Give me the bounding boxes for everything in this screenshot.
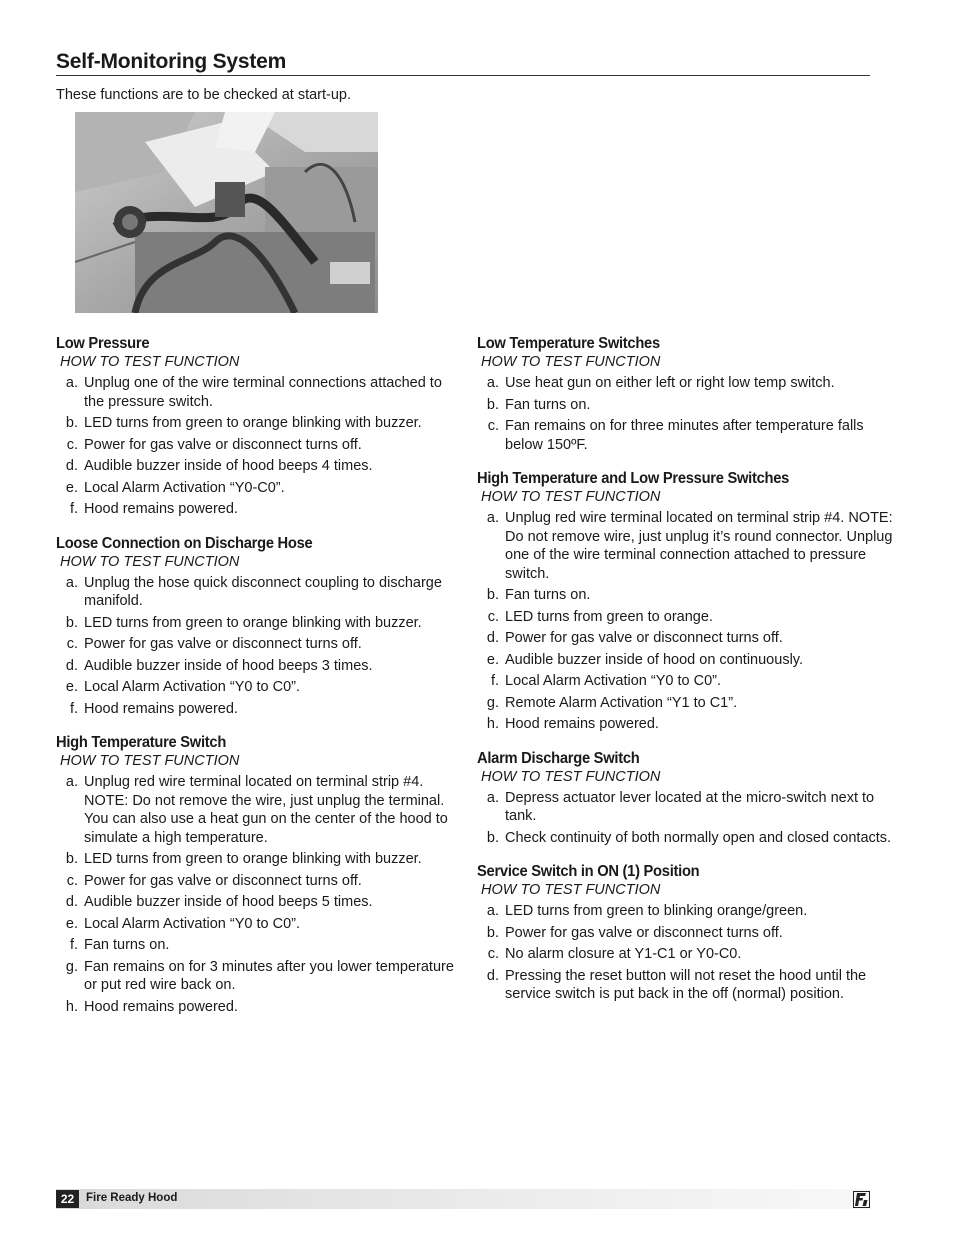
step-item — [56, 958, 466, 995]
step-item — [56, 893, 466, 912]
step-marker: a. — [486, 789, 499, 806]
section-subtitle: HOW TO TEST FUNCTION — [481, 882, 661, 898]
step-marker: f. — [69, 700, 78, 717]
step-text: Local Alarm Activation “Y0 to C0”. — [505, 673, 721, 689]
section-subtitle: HOW TO TEST FUNCTION — [481, 489, 661, 505]
step-item — [56, 773, 466, 847]
step-text: Audible buzzer inside of hood beeps 5 times. — [84, 894, 373, 910]
step-item — [477, 902, 897, 921]
step-text: Check continuity of both normally open and closed contacts. — [505, 829, 892, 846]
step-text: LED turns from green to orange blinking with buzzer. — [84, 415, 422, 431]
step-item — [477, 694, 897, 713]
step-item — [56, 850, 466, 869]
step-marker: b. — [486, 829, 499, 846]
test-section — [56, 733, 466, 1016]
section-subtitle: HOW TO TEST FUNCTION — [481, 768, 661, 785]
step-item — [56, 657, 466, 676]
step-marker: e. — [65, 915, 78, 932]
step-marker: a. — [65, 574, 78, 591]
page-number: 22 — [56, 1190, 79, 1208]
step-list — [477, 509, 897, 734]
step-item — [56, 915, 466, 934]
step-text: LED turns from green to blinking orange/green. — [505, 903, 808, 919]
step-text: Fan turns on. — [505, 396, 591, 413]
step-marker: e. — [486, 651, 499, 668]
step-item — [56, 457, 466, 476]
step-marker: b. — [65, 415, 78, 431]
step-text: Hood remains powered. — [84, 501, 238, 517]
step-text: Power for gas valve or disconnect turns off. — [505, 924, 783, 941]
section-title: Low Temperature Switches — [477, 335, 660, 352]
step-item — [56, 479, 466, 498]
step-marker: h. — [65, 998, 78, 1015]
step-item — [477, 417, 897, 454]
step-text: Power for gas valve or disconnect turns off. — [84, 872, 362, 889]
step-marker: c. — [66, 872, 78, 889]
step-text: Unplug red wire terminal located on terminal strip #4. NOTE: Do not remove wire, just unplug it’s round connector. Unplug one of the wire terminal connection attached to pressure switch. — [505, 510, 893, 582]
step-text: Fan turns on. — [84, 937, 170, 953]
step-marker: b. — [65, 851, 78, 867]
step-text: Local Alarm Activation “Y0 to C0”. — [84, 915, 300, 932]
step-marker: d. — [486, 630, 499, 646]
step-item — [477, 789, 897, 826]
test-section — [477, 749, 897, 848]
step-item — [477, 967, 897, 1004]
step-marker: e. — [65, 679, 78, 695]
step-marker: d. — [486, 967, 499, 984]
left-column — [56, 334, 466, 1031]
step-marker: d. — [65, 894, 78, 910]
step-text: Power for gas valve or disconnect turns off. — [84, 436, 362, 453]
step-text: Audible buzzer inside of hood on continuously. — [505, 651, 803, 668]
step-text: Depress actuator lever located at the micro-switch next to tank. — [505, 789, 875, 824]
step-text: Power for gas valve or disconnect turns off. — [505, 630, 783, 646]
step-item — [477, 945, 897, 964]
step-text: LED turns from green to orange blinking with buzzer. — [84, 851, 422, 867]
step-list — [477, 789, 897, 848]
step-text: Hood remains powered. — [84, 700, 238, 717]
test-section — [477, 334, 897, 454]
step-text: Power for gas valve or disconnect turns off. — [84, 636, 362, 652]
step-text: Unplug one of the wire terminal connections attached to the pressure switch. — [84, 375, 442, 410]
section-subtitle: HOW TO TEST FUNCTION — [481, 354, 661, 370]
step-marker: a. — [65, 375, 78, 391]
step-item — [477, 509, 897, 583]
step-item — [477, 651, 897, 670]
step-list — [477, 902, 897, 1004]
step-marker: a. — [486, 510, 499, 526]
section-title: Loose Connection on Discharge Hose — [56, 534, 313, 552]
step-item — [56, 678, 466, 697]
hood-components-photo — [75, 112, 378, 313]
step-marker: f. — [69, 501, 78, 517]
greenheck-logo-icon — [853, 1191, 870, 1208]
step-text: Hood remains powered. — [84, 998, 238, 1015]
step-marker: f. — [490, 673, 499, 689]
step-item — [56, 998, 466, 1017]
step-marker: e. — [65, 479, 78, 496]
step-marker: b. — [486, 396, 499, 413]
step-marker: c. — [66, 436, 78, 453]
step-item — [477, 672, 897, 691]
test-section — [477, 862, 897, 1004]
test-section — [56, 534, 466, 719]
section-title: Alarm Discharge Switch — [477, 749, 640, 767]
step-text: Fan remains on for 3 minutes after you lower temperature or put red wire back on. — [84, 958, 454, 993]
step-text: Unplug the hose quick disconnect coupling to discharge manifold. — [84, 574, 442, 609]
step-text: LED turns from green to orange. — [505, 608, 713, 625]
step-list — [56, 574, 466, 719]
intro-text: These functions are to be checked at start-up. — [56, 87, 351, 103]
page-title: Self-Monitoring System — [56, 50, 870, 76]
step-marker: c. — [487, 946, 499, 962]
step-marker: h. — [486, 716, 499, 732]
step-list — [477, 374, 897, 454]
step-marker: g. — [65, 958, 78, 975]
step-list — [56, 773, 466, 1016]
step-item — [477, 374, 897, 393]
step-item — [56, 872, 466, 891]
step-item — [56, 574, 466, 611]
step-item — [56, 700, 466, 719]
step-marker: g. — [486, 694, 499, 711]
step-item — [56, 500, 466, 519]
step-marker: f. — [69, 937, 78, 953]
step-text: Audible buzzer inside of hood beeps 3 times. — [84, 657, 373, 674]
step-marker: c. — [487, 418, 499, 434]
step-marker: a. — [486, 903, 499, 919]
step-marker: c. — [66, 636, 78, 652]
step-text: Fan turns on. — [505, 587, 591, 603]
step-marker: a. — [65, 774, 78, 790]
step-item — [477, 629, 897, 648]
right-column — [477, 334, 897, 1019]
step-item — [477, 396, 897, 415]
section-title: High Temperature Switch — [56, 734, 227, 751]
test-section — [477, 469, 897, 734]
step-text: Fan remains on for three minutes after temperature falls below 150ºF. — [505, 418, 864, 453]
step-item — [477, 608, 897, 627]
step-text: Remote Alarm Activation “Y1 to C1”. — [505, 694, 738, 711]
document-name: Fire Ready Hood — [86, 1192, 178, 1204]
step-item — [56, 614, 466, 633]
step-item — [56, 635, 466, 654]
step-text: Pressing the reset button will not reset the hood until the service switch is put back in the off (normal) position. — [505, 967, 867, 1002]
step-marker: b. — [486, 924, 499, 941]
step-item — [56, 936, 466, 955]
section-subtitle: HOW TO TEST FUNCTION — [60, 354, 240, 370]
step-text: LED turns from green to orange blinking with buzzer. — [84, 614, 422, 631]
section-subtitle: HOW TO TEST FUNCTION — [60, 553, 240, 570]
step-text: Local Alarm Activation “Y0-C0”. — [84, 479, 285, 496]
step-marker: a. — [486, 375, 499, 391]
section-subtitle: HOW TO TEST FUNCTION — [60, 753, 240, 769]
step-marker: b. — [65, 614, 78, 631]
section-title: Low Pressure — [56, 335, 150, 352]
step-item — [477, 715, 897, 734]
step-marker: b. — [486, 587, 499, 603]
step-marker: d. — [65, 458, 78, 474]
step-text: Unplug red wire terminal located on terminal strip #4. NOTE: Do not remove the wire, just unplug the terminal. You can also use a heat gun on the center of the hood to simulate a high temperature. — [84, 774, 448, 846]
step-text: Audible buzzer inside of hood beeps 4 times. — [84, 458, 373, 474]
step-item — [477, 586, 897, 605]
test-section — [56, 334, 466, 519]
step-text: No alarm closure at Y1-C1 or Y0-C0. — [505, 946, 742, 962]
step-list — [56, 374, 466, 519]
step-item — [56, 436, 466, 455]
step-text: Local Alarm Activation “Y0 to C0”. — [84, 679, 300, 695]
step-marker: d. — [65, 657, 78, 674]
step-item — [56, 414, 466, 433]
step-item — [56, 374, 466, 411]
step-item — [477, 829, 897, 848]
step-text: Hood remains powered. — [505, 716, 659, 732]
footer-bar — [56, 1189, 870, 1209]
step-text: Use heat gun on either left or right low temp switch. — [505, 375, 835, 391]
section-title: High Temperature and Low Pressure Switches — [477, 470, 790, 487]
step-marker: c. — [487, 608, 499, 625]
section-title: Service Switch in ON (1) Position — [477, 863, 700, 880]
step-item — [477, 924, 897, 943]
